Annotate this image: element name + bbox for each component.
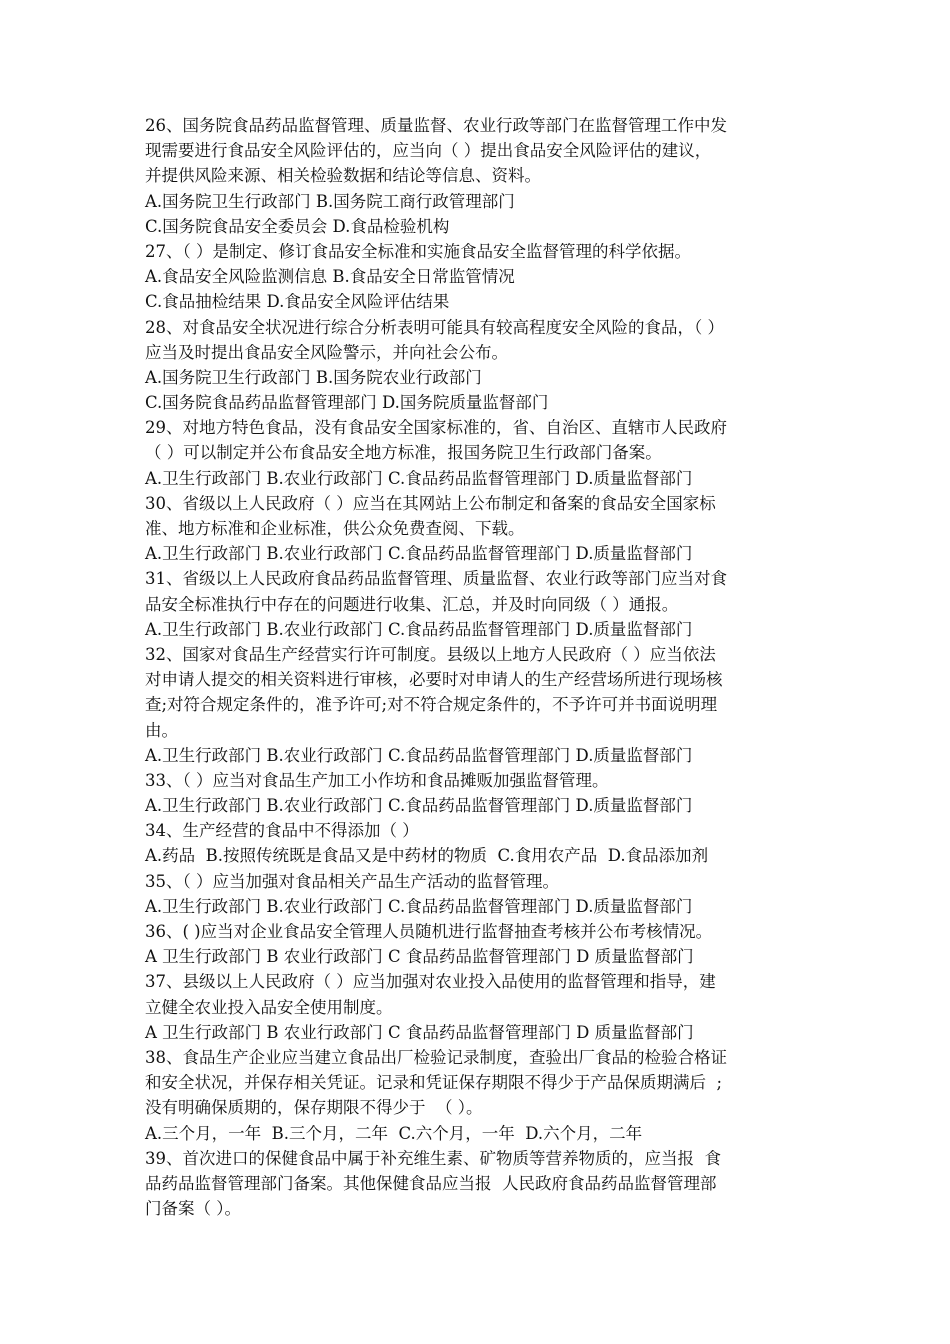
text-line: A.三个月，一年 B.三个月，二年 C.六个月，一年 D.六个月，二年 (145, 1123, 643, 1143)
text-line: 没有明确保质期的，保存期限不得少于 （ ）。 (145, 1098, 483, 1118)
text-line: 38、食品生产企业应当建立食品出厂检验记录制度，查验出厂食品的检验合格证 (145, 1047, 727, 1067)
text-line: 准、地方标准和企业标准，供公众免费查阅、下载。 (145, 519, 525, 538)
text-line: 立健全农业投入品安全使用制度。 (145, 997, 393, 1017)
text-line: 31、省级以上人民政府食品药品监督管理、质量监督、农业行政等部门应当对食 (145, 569, 727, 589)
text-line: 品药品监督管理部门备案。其他保健食品应当报 人民政府食品药品监督管理部 (145, 1173, 717, 1193)
text-line: 应当及时提出食品安全风险警示，并向社会公布。 (145, 342, 508, 362)
text-line: C.国务院食品药品监督管理部门 D.国务院质量监督部门 (145, 393, 549, 413)
text-line: 和安全状况，并保存相关凭证。记录和凭证保存期限不得少于产品保质期满后 ; (145, 1073, 723, 1093)
text-line: A.卫生行政部门 B.农业行政部门 C.食品药品监督管理部门 D.质量监督部门 (145, 745, 693, 765)
text-line: 查;对符合规定条件的，准予许可;对不符合规定条件的，不予许可并书面说明理 (145, 695, 718, 715)
text-line: 品安全标准执行中存在的问题进行收集、汇总，并及时向同级（ ）通报。 (145, 594, 679, 614)
text-line: A 卫生行政部门 B 农业行政部门 C 食品药品监督管理部门 D 质量监督部门 (145, 947, 694, 967)
text-line: A.卫生行政部门 B.农业行政部门 C.食品药品监督管理部门 D.质量监督部门 (145, 896, 693, 916)
text-line: 26、国务院食品药品监督管理、质量监督、农业行政等部门在监督管理工作中发 (145, 116, 727, 135)
text-line: A.药品 B.按照传统既是食品又是中药材的物质 C.食用农产品 D.食品添加剂 (145, 846, 709, 866)
text-line: A.卫生行政部门 B.农业行政部门 C.食品药品监督管理部门 D.质量监督部门 (145, 796, 693, 816)
text-line: 27、（ ）是制定、修订食品安全标准和实施食品安全监督管理的科学依据。 (145, 241, 691, 261)
text-line: 由。 (145, 720, 178, 740)
text-line: A 卫生行政部门 B 农业行政部门 C 食品药品监督管理部门 D 质量监督部门 (145, 1022, 694, 1042)
text-line: 32、国家对食品生产经营实行许可制度。县级以上地方人民政府（ ）应当依法 (145, 644, 716, 664)
document-body (145, 113, 815, 1221)
text-line: A.食品安全风险监测信息 B.食品安全日常监管情况 (145, 267, 515, 287)
text-line: 35、（ ）应当加强对食品相关产品生产活动的监督管理。 (145, 871, 559, 891)
text-line: A.卫生行政部门 B.农业行政部门 C.食品药品监督管理部门 D.质量监督部门 (145, 468, 693, 488)
text-line: A.卫生行政部门 B.农业行政部门 C.食品药品监督管理部门 D.质量监督部门 (145, 544, 693, 564)
text-line: 39、首次进口的保健食品中属于补充维生素、矿物质等营养物质的，应当报 食 (145, 1148, 721, 1168)
text-line: （ ）可以制定并公布食品安全地方标准，报国务院卫生行政部门备案。 (145, 443, 662, 463)
text-line: C.国务院食品安全委员会 D.食品检验机构 (145, 216, 450, 236)
text-line: 门备案（ ）。 (145, 1199, 241, 1219)
text-line: 34、生产经营的食品中不得添加（ ） (145, 821, 419, 841)
text-line: 37、县级以上人民政府（ ）应当加强对农业投入品使用的监督管理和指导，建 (145, 972, 716, 992)
text-line: 28、对食品安全状况进行综合分析表明可能具有较高程度安全风险的食品，（ ） (145, 317, 724, 337)
text-line: A.国务院卫生行政部门 B.国务院工商行政管理部门 (145, 191, 515, 211)
text-line: 30、省级以上人民政府（ ）应当在其网站上公布制定和备案的食品安全国家标 (145, 493, 716, 513)
text-line: 36、( )应当对企业食品安全管理人员随机进行监督抽查考核并公布考核情况。 (145, 922, 713, 941)
text-line: A.国务院卫生行政部门 B.国务院农业行政部门 (145, 367, 482, 387)
text-line: 对申请人提交的相关资料进行审核，必要时对申请人的生产经营场所进行现场核 (145, 670, 723, 690)
text-line: 并提供风险来源、相关检验数据和结论等信息、资料。 (145, 166, 541, 186)
text-line: 29、对地方特色食品，没有食品安全国家标准的，省、自治区、直辖市人民政府 (145, 418, 727, 438)
text-line: 33、（ ）应当对食品生产加工小作坊和食品摊贩加强监督管理。 (145, 770, 609, 790)
text-line: 现需要进行食品安全风险评估的，应当向（ ）提出食品安全风险评估的建议， (145, 141, 712, 161)
text-line: C.食品抽检结果 D.食品安全风险评估结果 (145, 292, 450, 312)
text-line: A.卫生行政部门 B.农业行政部门 C.食品药品监督管理部门 D.质量监督部门 (145, 619, 693, 639)
